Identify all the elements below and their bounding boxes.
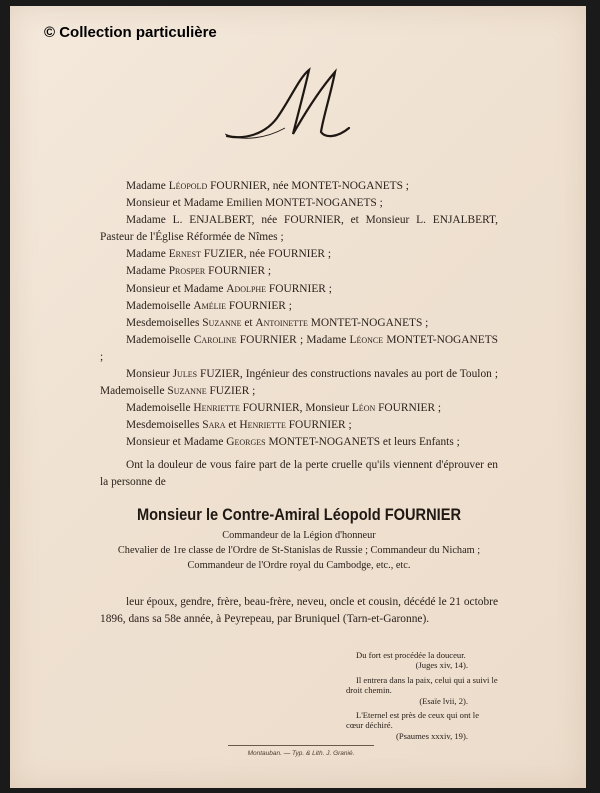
first-name: Sara [202, 419, 226, 432]
line-text: Madame L. ENJALBERT, née FOURNIER, et Monsieur L. ENJALBERT, Pasteur de l'Église Réformée de Nîmes ; [100, 214, 498, 244]
family-line [100, 366, 498, 400]
line-text: Monsieur et Madame [126, 436, 227, 449]
line-text: FOURNIER ; [285, 419, 352, 432]
first-name: Henriette [239, 419, 286, 432]
line-text: Mesdemoiselles [126, 419, 203, 432]
family-line [100, 212, 498, 246]
first-name: Léon [351, 402, 376, 415]
quote-reference: (Juges xiv, 14). [415, 660, 468, 671]
first-name: Suzanne [167, 385, 207, 398]
line-text: Mademoiselle [126, 299, 194, 312]
footer-rule [228, 745, 374, 746]
line-text: FUZIER, Ingénieur des constructions navales au port de Toulon ; Mademoiselle [100, 368, 498, 398]
family-line [100, 315, 498, 332]
line-text: et [225, 419, 240, 432]
first-name: Prosper [168, 265, 206, 278]
line-text: Monsieur et Madame Emilien MONTET-NOGANETS ; [126, 197, 383, 210]
quote-reference: (Esaïe lvii, 2). [419, 695, 468, 706]
line-text: FOURNIER, Monsieur [239, 402, 352, 415]
first-name: Jules [172, 368, 198, 381]
line-text: FUZIER, née FOURNIER ; [201, 248, 332, 261]
line-text: FOURNIER ; [226, 299, 292, 312]
line-text: MONTET-NOGANETS et leurs Enfants ; [265, 436, 460, 449]
line-text: FUZIER ; [206, 385, 256, 398]
family-line [100, 400, 498, 417]
line-text: Mademoiselle [126, 402, 194, 415]
quote-reference: (Psaumes xxxiv, 19). [395, 730, 468, 741]
line-text: MONTET-NOGANETS ; [307, 316, 429, 329]
line-text: Mademoiselle [126, 333, 194, 346]
family-line [100, 281, 498, 298]
first-name: Henriette [193, 402, 240, 415]
honor-line: Chevalier de 1re classe de l'Ordre de St-Stanislas de Russie ; Commandeur du Nicham ; [117, 545, 481, 556]
scripture-quote [346, 675, 498, 706]
line-text: Mesdemoiselles [126, 316, 203, 329]
first-name: Amélie [193, 299, 227, 312]
first-name: Adolphe [226, 282, 267, 295]
quote-text: Il entrera dans la paix, celui qui a suivi le droit chemin. [346, 674, 498, 696]
family-line [100, 417, 498, 434]
death-details-text: leur époux, gendre, frère, beau-frère, neveu, oncle et cousin, décédé le 21 octobre 1896, dans sa 58e année, à Peyrepeau, par Bruniquel (Tarn-et-Garonne). [100, 596, 498, 626]
line-text: Monsieur [126, 368, 173, 381]
line-text: FOURNIER ; [205, 265, 272, 278]
first-name: Antoinette [255, 316, 308, 329]
printer-imprint: Montauban. — Typ. & Lith. J. Granié. [247, 750, 355, 757]
monogram-m [225, 58, 365, 148]
first-name: Léopold [168, 180, 208, 192]
death-details [100, 594, 498, 628]
watermark: © Collection particulière [44, 24, 217, 41]
line-text: et [241, 316, 256, 329]
line-text: FOURNIER ; Madame [236, 333, 350, 346]
family-line [100, 195, 498, 212]
line-text: FOURNIER ; [375, 402, 442, 415]
family-line [100, 263, 498, 280]
line-text: Madame [126, 265, 169, 278]
family-line [100, 178, 498, 195]
line-text: FOURNIER, née MONTET-NOGANETS ; [207, 180, 409, 192]
line-text: Madame [126, 180, 169, 192]
family-line [100, 246, 498, 263]
scripture-quote [346, 650, 498, 671]
first-name: Georges [226, 436, 266, 449]
honors-list [100, 528, 498, 573]
line-text: Monsieur et Madame [126, 282, 227, 295]
deceased-name: Monsieur le Contre-Amiral Léopold FOURNIER [136, 505, 462, 524]
scripture-quotes [346, 650, 498, 745]
scripture-quote [346, 710, 498, 741]
family-list [100, 178, 498, 491]
honor-line: Commandeur de l'Ordre royal du Cambodge, etc., etc. [187, 560, 411, 571]
monogram-letter: M [343, 118, 344, 119]
first-name: Ernest [168, 248, 201, 261]
first-name: Suzanne [202, 316, 242, 329]
line-text: MONTET-NOGANETS ; [100, 333, 498, 363]
quote-text: Du fort est procédée la douceur. [356, 650, 466, 660]
first-name: Caroline [193, 333, 237, 346]
line-text: Madame [126, 248, 169, 261]
family-line [100, 434, 498, 451]
family-line [100, 332, 498, 366]
honor-line: Commandeur de la Légion d'honneur [222, 530, 376, 541]
quote-text: L'Eternel est près de ceux qui ont le cœur déchiré. [346, 710, 480, 731]
intro-text: Ont la douleur de vous faire part de la perte cruelle qu'ils viennent d'éprouver en la personne de [100, 458, 498, 488]
line-text: FOURNIER ; [266, 282, 332, 295]
first-name: Léonce [349, 333, 384, 346]
family-line [100, 298, 498, 315]
